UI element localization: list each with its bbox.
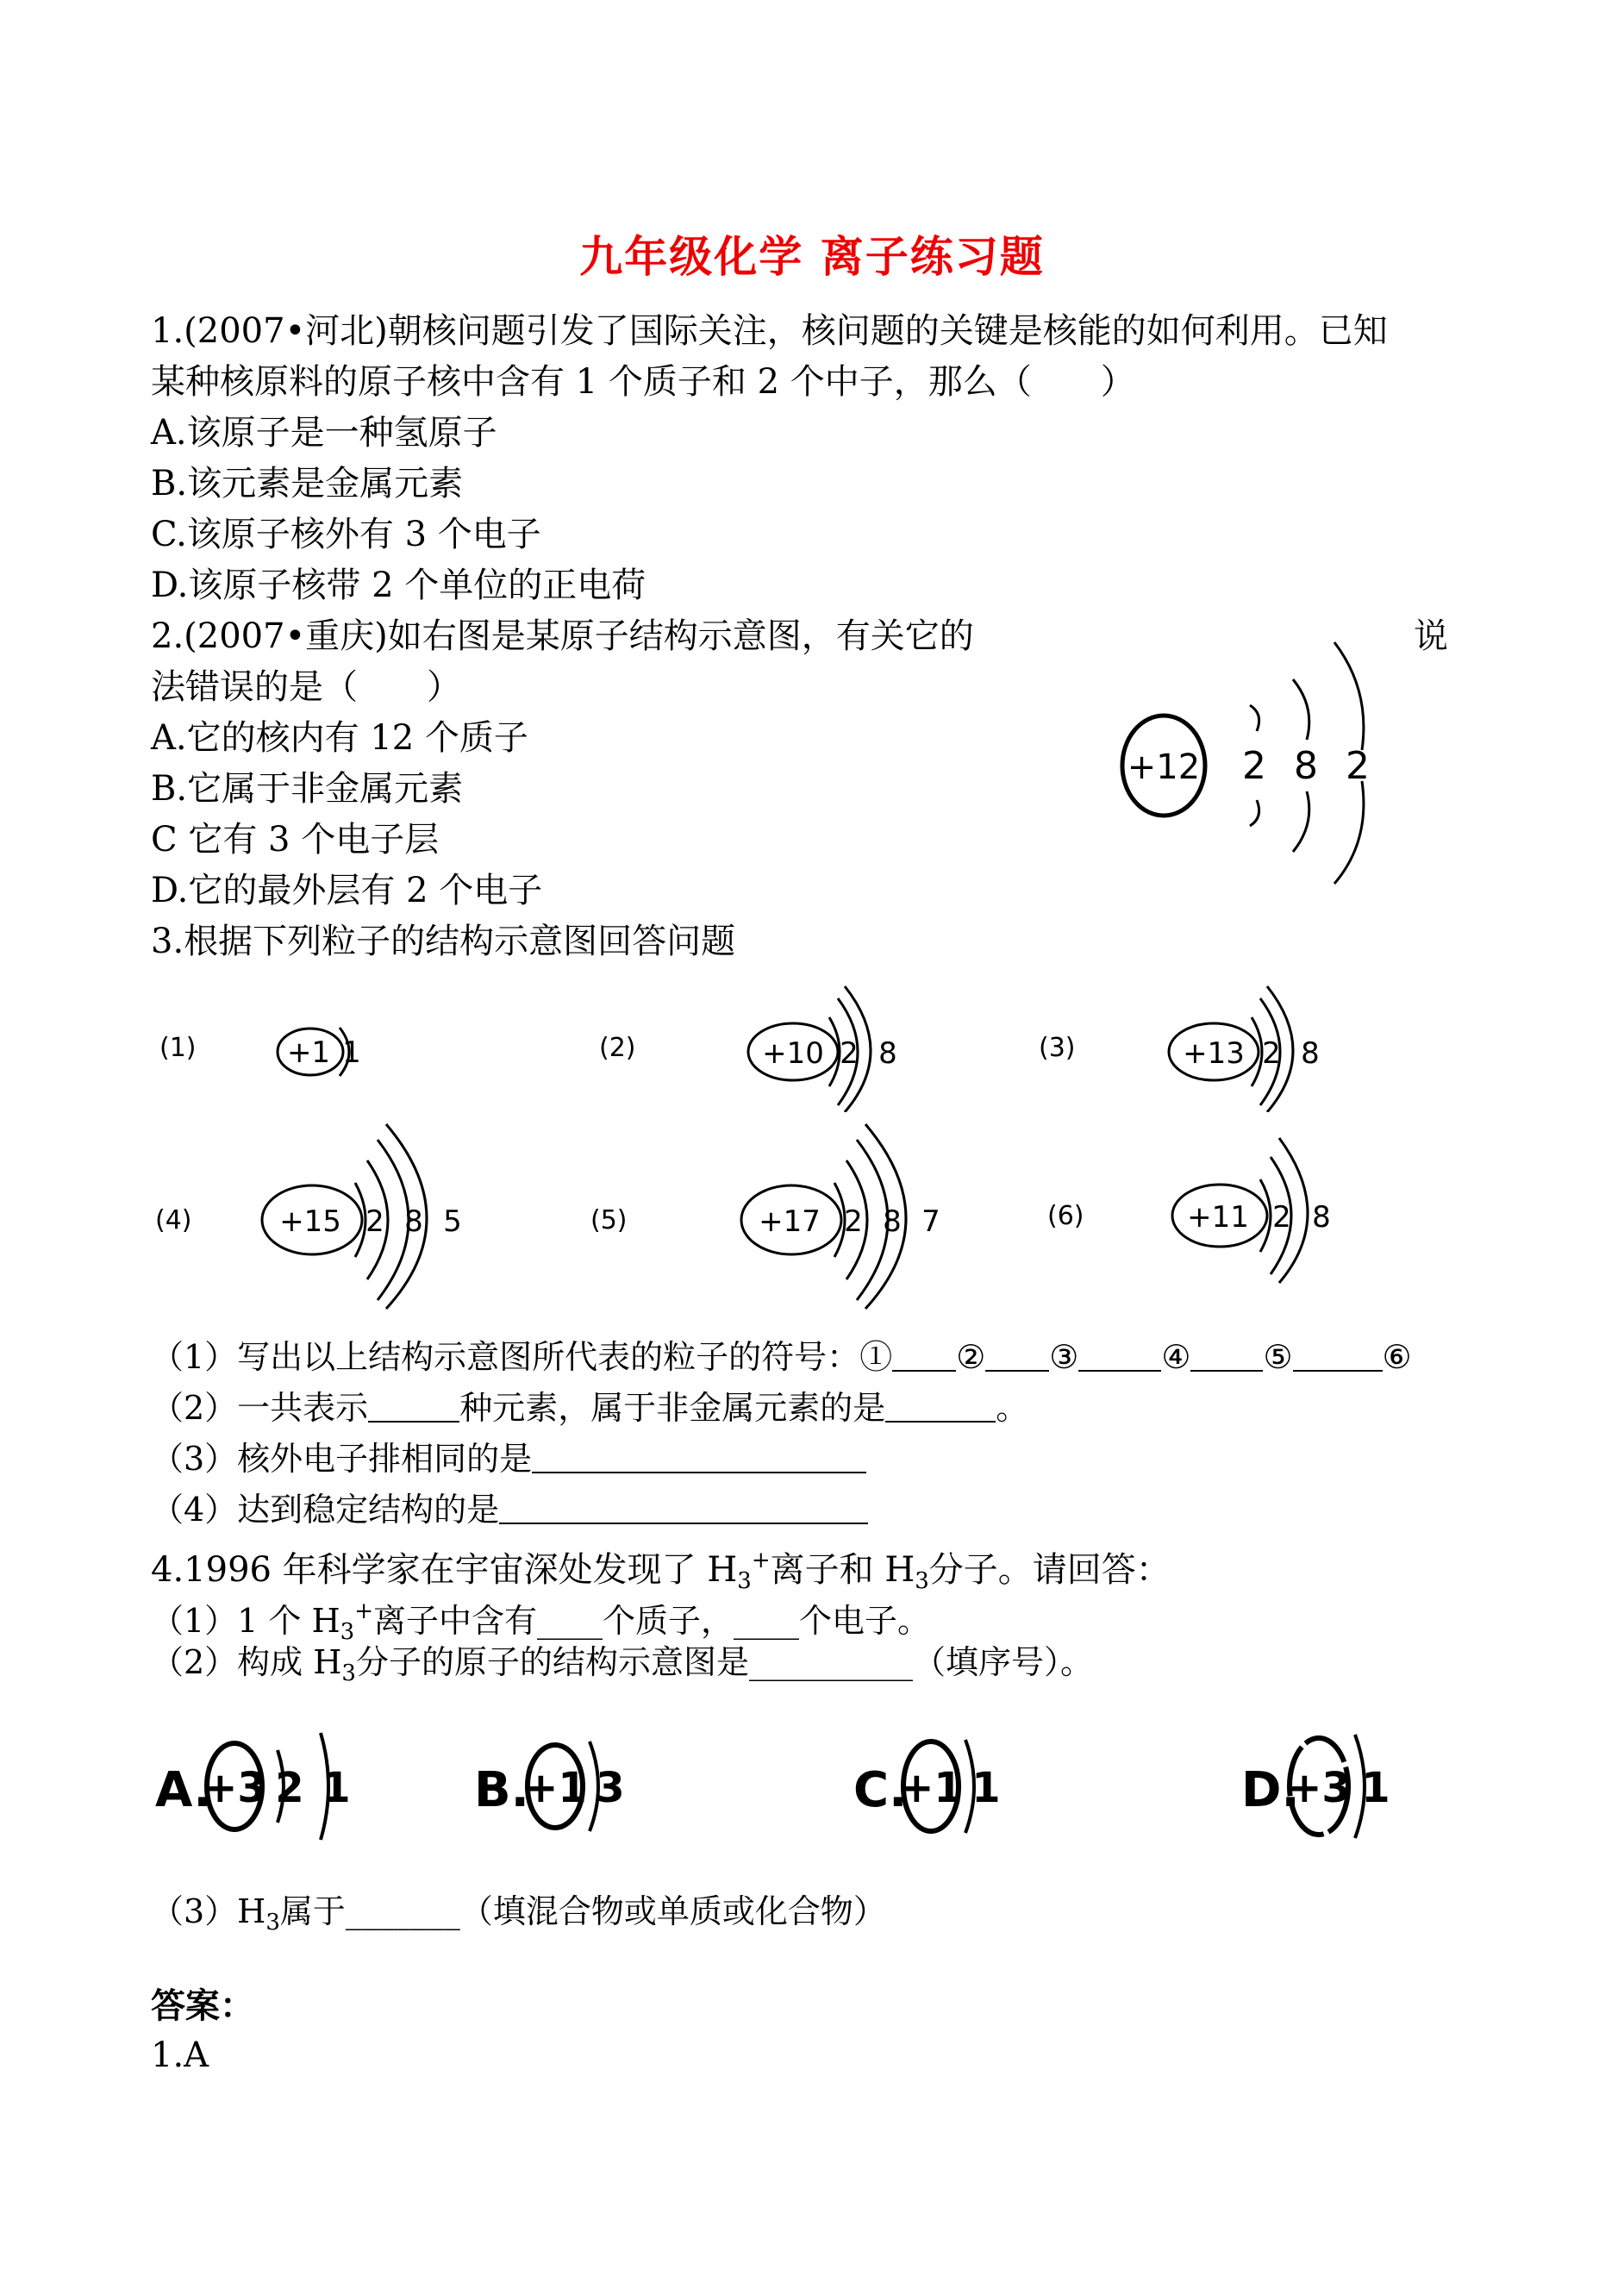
shell-electrons: 2 [1262,1036,1281,1071]
q4-choice-c [853,1716,1043,1845]
shell-arc [1260,1179,1271,1252]
q2-stem-line1-end: 说 [1414,616,1448,656]
nucleus-charge: +1 [286,1035,331,1070]
shell-arc [1252,1017,1262,1086]
nucleus-charge: +13 [1183,1036,1245,1071]
answer-blank[interactable]: __________ [748,1643,913,1681]
q1-option-d: D.该原子核带 2 个单位的正电荷 [151,566,646,605]
q4-choice-d [1241,1716,1431,1845]
shell-electrons: 1 [1361,1764,1390,1812]
shell-electrons: 2 [1346,744,1370,788]
nucleus-charge: +3 [1287,1764,1351,1812]
q4-choice-b [474,1716,664,1845]
q2-option-c: C 它有 3 个电子层 [151,820,440,860]
nucleus-charge: +15 [279,1204,341,1239]
q4-sub3 [151,1886,886,1948]
shell-electrons: 1 [971,1764,1001,1812]
shell-electrons: 2 [844,1204,863,1239]
q1-stem-line1: 1.(2007•河北)朝核问题引发了国际关注，核问题的关键是核能的如何利用。已知 [151,311,1388,351]
shell-electrons: 8 [878,1036,897,1071]
q4-sub2-text: （2）构成 H [151,1643,342,1681]
shell-arc [1293,679,1309,740]
nucleus-charge: +1 [899,1764,963,1812]
answer-blank[interactable] [368,1390,459,1423]
q3-diagram-2 [586,983,931,1112]
shell-arc [1250,705,1259,731]
q1-option-a: A.该原子是一种氢原子 [151,413,497,453]
q4-choice-a [155,1716,379,1845]
q3-sub1-text: （1）写出以上结构示意图所代表的粒子的符号： [151,1338,860,1376]
q4-stem-text: 4.1996 年科学家在宇宙深处发现了 H [151,1550,738,1590]
nucleus-charge: +10 [762,1036,824,1071]
q3-diagram-4 [147,1121,491,1310]
q2-atom-diagram [1112,638,1396,888]
answer-blank[interactable] [1190,1339,1263,1372]
choice-letter: A. [155,1762,212,1818]
answer-blank[interactable] [499,1491,868,1524]
q4-sub1-text: （1）1 个 H [151,1602,340,1640]
shell-arc [1334,781,1364,884]
q2-stem-line1: 2.(2007•重庆)如右图是某原子结构示意图，有关它的 [151,616,974,656]
nucleus-charge: +3 [203,1764,266,1812]
answers-heading: 答案： [151,1985,254,2026]
nucleus-charge: +1 [523,1764,587,1812]
shell-electrons: 2 [275,1764,304,1812]
q3-sub2-text: （2）一共表示 [151,1389,369,1427]
q1-option-b: B.该元素是金属元素 [151,464,464,503]
diagram-label: (2) [599,1033,636,1063]
diagram-label: (5) [590,1205,628,1235]
nucleus-charge: +17 [759,1204,821,1239]
q1-stem-line2: 某种核原料的原子核中含有 1 个质子和 2 个中子，那么（ ） [151,362,1135,402]
q3-diagram-3 [1026,983,1371,1112]
shell-electrons: 8 [883,1204,902,1239]
shell-electrons: 8 [404,1204,423,1239]
q3-sub4 [151,1485,868,1535]
mark-4: ④ [1161,1338,1191,1376]
q2-option-d: D.它的最外层有 2 个电子 [151,871,543,910]
choice-letter: D. [1241,1762,1300,1818]
diagram-label: (1) [159,1033,197,1063]
answer-blank[interactable] [532,1441,866,1473]
subscript: 3 [737,1568,752,1594]
subscript: 3 [265,1910,280,1935]
nucleus-charge: +11 [1187,1200,1249,1235]
shell-electrons: 8 [1312,1200,1331,1235]
q4-sub1-text: 个电子。 [799,1602,931,1640]
shell-electrons: 1 [322,1764,351,1812]
q4-sub2 [151,1637,1093,1698]
mark-6: ⑥ [1382,1338,1412,1376]
subscript: 3 [340,1619,355,1645]
choice-letter: B. [474,1762,529,1818]
shell-arc [355,1183,365,1257]
choice-letter: C. [853,1762,908,1818]
answer-blank[interactable]: ____ [734,1602,800,1640]
answer-blank[interactable] [885,1390,996,1423]
q4-sub3-text: 属于 [279,1892,346,1930]
q4-sub3-text: （3）H [151,1892,266,1930]
shell-electrons: 8 [1294,744,1318,788]
q2-option-b: B.它属于非金属元素 [151,769,464,809]
q3-sub3-text: （3）核外电子排相同的是 [151,1440,533,1478]
answer-blank[interactable] [985,1339,1049,1372]
shell-electrons: 2 [365,1204,384,1239]
shell-electrons: 2 [840,1036,859,1071]
q3-stem: 3.根据下列粒子的结构示意图回答问题 [151,922,736,961]
subscript: 3 [915,1568,929,1594]
answer-blank[interactable]: ____ [537,1602,603,1640]
q3-sub4-text: （4）达到稳定结构的是 [151,1491,500,1529]
q4-sub1-text: 离子中含有 [373,1602,538,1640]
q3-sub3 [151,1434,866,1484]
shell-electrons: 8 [1301,1036,1320,1071]
nucleus-charge: +12 [1127,747,1201,787]
q4-sub2-text: （填序号）。 [912,1643,1093,1681]
shell-arc [1250,800,1259,826]
shell-electrons: 7 [921,1204,940,1239]
mark-2: ② [956,1338,986,1376]
diagram-label: (3) [1039,1033,1076,1063]
q4-sub3-text: （填混合物或单质或化合物） [459,1892,886,1930]
answer-blank[interactable]: _______ [345,1892,460,1930]
shell-electrons: 5 [443,1204,462,1239]
answer-1: 1.A [151,2035,209,2075]
shell-electrons: 2 [1272,1200,1291,1235]
q3-sub1 [151,1332,1412,1382]
shell-electrons: 2 [1242,744,1266,788]
superscript: + [354,1598,373,1624]
q3-sub2-text: 。 [996,1389,1029,1427]
answer-blank[interactable] [1293,1339,1383,1372]
q3-sub2-text: 种元素，属于非金属元素的是 [459,1389,886,1427]
page-title: 九年级化学 离子练习题 [579,231,1045,282]
shell-arc [1334,642,1364,750]
superscript: + [751,1548,771,1573]
q4-sub2-text: 分子的原子的结构示意图是 [355,1643,749,1681]
q4-sub1-text: 个质子， [603,1602,734,1640]
q4-stem-text: 离子和 H [770,1550,915,1590]
answer-blank[interactable] [1078,1339,1161,1372]
mark-3: ③ [1049,1338,1079,1376]
mark-1: ① [859,1338,893,1376]
q3-sub2 [151,1383,1028,1433]
diagram-label: (4) [155,1205,192,1235]
q3-diagram-1 [147,991,422,1104]
shell-arc [1293,791,1309,852]
answer-blank[interactable] [892,1339,956,1372]
shell-electrons: 1 [342,1035,361,1070]
q2-stem-line2: 法错误的是（ ） [151,667,461,707]
mark-5: ⑤ [1263,1338,1293,1376]
q3-diagram-6 [1034,1129,1379,1285]
q2-option-a: A.它的核内有 12 个质子 [151,718,528,758]
q1-option-c: C.该原子核外有 3 个电子 [151,515,541,554]
diagram-label: (6) [1047,1201,1084,1231]
q3-diagram-5 [578,1121,957,1310]
shell-electrons: 3 [596,1764,625,1812]
q4-stem-text: 分子。请回答： [928,1550,1171,1590]
subscript: 3 [341,1660,356,1686]
